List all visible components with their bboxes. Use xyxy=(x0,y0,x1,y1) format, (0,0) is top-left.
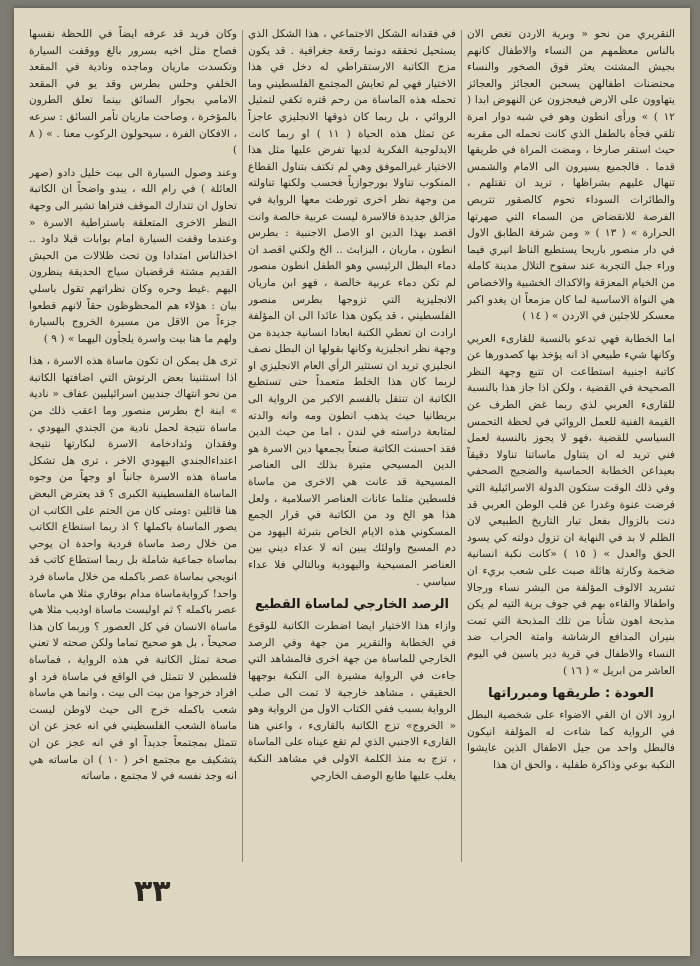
paragraph: التقريري من نحو « وبرية الاردن تغص الان بالناس معظمهم من النساء والاطفال كانهم بجيش المشتت يعثر فوق الصخور والنساء محتضنات اطفالهن يسحبن العجائز والعجائز يتهاوون على الارض فيعجزون عن النهوض ابدا ( ١٢ ) » ورأى انطون وهو في شبه دوار امرة تلقي فجأة بالطفل الذي كانت تحمله الى مقربه حيث استقر صارخا ، ومضت المراة في طريقها قدما . فالجميع يسيرون الى الامام والشمس تنهال عليهم بشراظها ، تريد ان تقتلهم ، والطائرات السوداء تحوم كالصقور تتربص الفرصة للانقضاض من السماء التي صهرتها الحرارة » ( ١٣ ) « ومن شرفة الطابق الاول في دار منصور باريحا يستطيع الناظ انيري فيما وراء جبل التجربة عند سفوح التلال مدينة كاملة من الخيام المعزقة والاكداك الخشبية والاخصاص هي النواة الاساسية لما كان مزمعاً ان يغدو اكبر معسكر للاجئين في الاردن » ( ١٤ ) xyxy=(467,28,675,323)
paragraph: في فقدانه الشكل الاجتماعي ، هذا الشكل الذي يستحيل تحققه دونما رقعة جغرافية . قد يكون مزج الكاتبة الارستقراطي له دخل في هذا الاختيار فهي لم تعايش المجتمع الفلسطيني وما تحمله هذه الماساة من رحم قتره تكفي لتمثيل الروائي ، بل ربما كان ذوقها الانجليزي عاجزاً عن تمثل هذه الحياة ( ١١ ) او ربما كانت الايدلوجية الفكرية لديها تفرض عليها مثل هذا الاختيار غيرالموفق وهي لم تكتف بتناول القطاع المنكوب تناولا بورجوازياً فحسب ولكنها تناولته من وجهة نظر اخرى تورطت معها الرواية في مزالق جديدة فالاسرة ليست عربية خالصة وانت اقصد بهذا الدين او الاصل الاجنبية : بطرس انطون ، ماريان ، البزابث .. الخ ولكني اقصد ان دماء البطل الرئيسي وهو الطفل انطون منصور لم تكن دماء عربية خالصة ، فهو ابن ماريان الانجليزية التي تزوجها بطرس منصور الفلسطيني ، قد يكون هذا عائدا الى ان المؤلفة ارادت ان تعطي الكتبة ابعادا انسانية جديدة من وجهة نظر انجليزية وكانها بقولها ان البطل نصف انجليزي تريد ان تستثير الرأي العام الانجليزي او لربما كان هذا الخلط متعمداً حتى تستطيع الكاتبة ان تنتقل بالقسم الاكبر من الرواية الى بريطانيا حيث يذهب انطون ومه وانه والدته لمتابعة دراسته في لندن ، اما من حيث الدين فقد احسنت الكاتبة صنعاً بجمعها دين الاسرة هو الدين المسيحي متيرة بذلك الى العناصر المسيحية قد عانت هي الاخرى من ماساة فلسطين مثلما عانات العناصر الاسلامية ، ولعل هذا هو الخ ود من الكاتبة في قرار الجمع المسكوني هذه الايام الخاص بتبرئة اليهود من دم المسيح واولئك يبين انه لا عداء ديني بين العناصر المسيحية واليهودية وبالتالي فلا عداء سياسي . xyxy=(248,28,456,588)
paragraph: ارود الان ان القي الاضواء على شخصية البطل في الرواية كما شاءت له المؤلفة انيكون فالبطل واحد من جيل الاطفال الذين عايشوا النكبة بوعي وذاكرة طفلية ، والحق ان هذا xyxy=(467,709,675,771)
page-number: ٣٣ xyxy=(134,874,171,909)
text-columns xyxy=(24,26,680,866)
column-divider xyxy=(242,30,243,862)
column-right xyxy=(29,26,237,866)
document-page xyxy=(14,8,690,956)
column-middle xyxy=(248,26,456,866)
paragraph: اما الخطابة فهي تدعو بالنسبة للقارىء العربي وكانها شيء طبيعي اذ انه يؤخذ بها كصدورها عن كاتبة اجنبية استطاعت ان تتبع وجهة النظر الصحيحة في القضية ، ولكن اذا جاز هذا بالنسبة للقارىء العربي لذي ربما غض الطرف عن القيمة الفنية للعمل الروائي في لحظة التحمس السياسي للقضية ،فهو لا يجوز بالنسبة لعمل فني تريد له ان يتناول ماساتنا تناولا دقيقاً بعيداعن الخطابة الحماسية والضجيج الصحفي وفي ذلك الوقت ستكون الدولة الاسرائيلية التي فرضت عنوة وغدرا عن قلب الوطن العربي قد دنت بالزوال بفعل تيار التاريخ الطبيعي لان الظلم لا بد في النهاية ان تزول دولته كي يسود الحق والعدل » ( ١٥ ) «كانت نكبة انسانية ضخمة وكارثة هائلة صبت على شعب بريء ان تشريد الالوف المؤلفة من البشر نساء ورجالا واطفالا والقاءه بهم في جوف برية التيه لم يكن مذبحة اهون شأنا من تلك المذبحة التي تمت بنيران المدافع الرشاشة وامتة الحراب ضد النساء والاطفال في قرية دير ياسين في اليوم العاشر من ابريل » ( ١٦ ) xyxy=(467,332,675,677)
section-heading: الرصد الخارجي لماساة القطيع xyxy=(254,597,450,613)
section-heading: العودة : طريقها ومبرراتها xyxy=(488,686,654,702)
paragraph: وازاء هذا الاختيار ايضا اضطرت الكاتبة للوقوع في الخطابة والتقرير من جهة وفي الرصد الخارجي للماساة من جهة اخرى فالمشاهد التي جاءت في الرواية مشيرة الى النكبة بوجهها الحقيقي ، مشاهد خارجية لا تمت الى صلب الرواية بسبب ففي الكتاب الاول من الرواية وهو « الخروج» تزج الكاتبة بالقارىء ، واعني هنا القارىء الاجنبي الذي لم تقع عيناه على الماساة ، تزج به منذ الكلمة الاولى في مشاهد النكبة يغلب عليها طابع الوصف الخارجي xyxy=(248,620,456,782)
column-divider xyxy=(461,30,462,862)
paragraph: ترى هل يمكن ان تكون ماساة هذه الاسرة ، هذا اذا استثنينا بعض الرتوش التي اضافتها الكاتبة من نحو انتهاك جنديين اسرائيليين عفاف « نادية » ابنة اخ بطرس منصور وما اعقب ذلك من ماساة نتيجة لحمل نادية من الجندي اليهودي ، وفقدان وئدادخامة الاسرة لبكارتها نتيجة اعتداءالجندي اليهودي الاخر ، ترى هل تشكل ماساة هذه الاسرة جانباً او وجهاً من وجوه الماساة الفلسطينية الكبرى ؟ قد يعترض البعض هنا قائلين :ومتى كان من الحتم على الكاتب ان يصور الماساة باكملها ؟ اذ ربما استطاع الكاتب من خلال رصد ماساة فردية واحدة ان يوحي بماساة جماعية شاملة بل ربما استطاع كاتب قد انويجي بماساة عصر باكمله من خلال ماساة فرد واحد! كروايةماساة مدام بوفاري مثلا هي ماساة عصر باكمله ؟ ثم اوليست ماساة اوديب مثلا هي ماساة الانسان في كل العصور ؟ وربما كان هذا صحيحاً ، بل هو صحيح تماما ولكن صحته لا تعني صحة تمثل الكاتبة في هذه الرواية ، فماساة فلسطين لا تتمثل في الواقع في ماساة فرد او افراد خرجوا من بيت الى بيت ، وانما هي ماساة شعب باكمله خرج الى حيث لاوطن ليست ماساة الشعب الفلسطيني في انه عجز عن ان تتمثل بمجتمعاً جديداً او في انه عجز عن ان يتشكيف مع مجتمع اخر ( ١٠ ) ان ماساته هي انه وجد نفسه في لا مجتمع ، ماساته xyxy=(29,355,237,783)
paragraph: وكان فريد قد عرفه ايضاً في اللحظة نفسها فصاح مثل اخيه بسرور بالغ ووقفت السيارة وتكسدت ماريان وماجده ونادية في المقعد الخلفي وحلس بطرس وقد يو في المقعد الامامي بجوار السائق بينما تعلق الطرون بالمؤخرة ، وصاحت ماريان تأمر السائق : سرعه ، الافكان الفرة ، سيحولون الركوب معنا . » ( ٨ ) xyxy=(29,28,237,157)
paragraph: وعند وصول السيارة الى بيت خليل دادو (صهر العائلة ) في رام الله ، يبدو واضحاً ان الكاتبة تحاول ان تتدارك الموقف فتراها تشير الى وجهة النظر الاخرى المتعلقة باستراطية الاسرة « وعندما وقفت السيارة امام بوابات قبلا داود .. اخذالناس امتدادا ون تحت ظلالات من الحيش القديم مشتة قرقضبان سياج الحديقة ينظرون اليهم .غيط وحره وكان نظراتهم تقول باسلي بيان : هؤلاء هم المحظوظون حقاً لانهم قطعوا جزءاً من الاقل من مسيرة الخروج بالسيارة ولهم ما هنا بيت واسرة يلجأون اليهما » ( ٩ ) xyxy=(29,166,237,345)
column-left xyxy=(467,26,675,866)
